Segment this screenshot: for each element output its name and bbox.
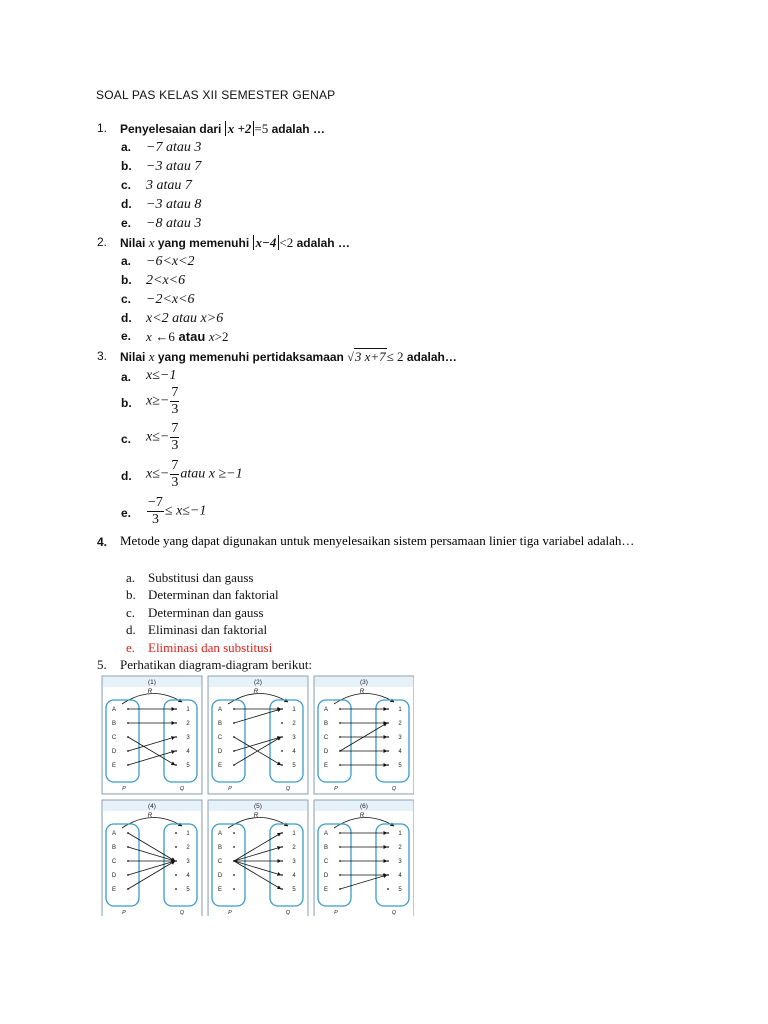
codomain-dot bbox=[175, 722, 177, 724]
codomain-dot bbox=[281, 846, 283, 848]
relation-label: R bbox=[147, 812, 153, 819]
codomain-dot bbox=[175, 888, 177, 890]
codomain-dot bbox=[387, 708, 389, 710]
codomain-dot bbox=[281, 874, 283, 876]
option-label: d. bbox=[121, 469, 132, 483]
option-value: −3 atau 7 bbox=[146, 159, 202, 174]
domain-element: C bbox=[111, 859, 117, 865]
option-label: e. bbox=[121, 329, 132, 343]
codomain-element: 5 bbox=[186, 763, 190, 769]
option-value: $\frac{-7}{3}$ ≤ x≤−1 bbox=[148, 495, 207, 527]
codomain-dot bbox=[175, 860, 177, 862]
codomain-dot bbox=[175, 736, 177, 738]
codomain-dot bbox=[387, 736, 389, 738]
codomain-element: 1 bbox=[292, 831, 296, 837]
option-label: e. bbox=[126, 640, 136, 655]
codomain-element: 2 bbox=[292, 845, 296, 851]
option-value: x≤−1 bbox=[146, 368, 177, 383]
relation-label: R bbox=[147, 688, 153, 695]
domain-element: A bbox=[217, 831, 223, 837]
domain-element: E bbox=[217, 763, 223, 769]
domain-element: B bbox=[323, 721, 329, 727]
domain-element: A bbox=[217, 707, 223, 713]
codomain-dot bbox=[281, 708, 283, 710]
relation-label: R bbox=[253, 688, 259, 695]
codomain-element: 2 bbox=[398, 845, 402, 851]
relation-label: R bbox=[359, 812, 365, 819]
codomain-dot bbox=[387, 722, 389, 724]
question-4-stem: Metode yang dapat digunakan untuk menyelesaikan sistem persamaan linier tiga variabel adalah… bbox=[120, 533, 635, 548]
codomain-dot bbox=[281, 722, 283, 724]
question-number: 1. bbox=[97, 121, 108, 135]
codomain-element: 4 bbox=[292, 749, 296, 755]
set-p-label: P bbox=[334, 786, 338, 792]
diagram-6 bbox=[314, 800, 414, 916]
set-q-label: Q bbox=[285, 786, 291, 792]
domain-dot bbox=[233, 888, 235, 890]
codomain-dot bbox=[281, 736, 283, 738]
codomain-element: 3 bbox=[186, 735, 190, 741]
codomain-dot bbox=[387, 750, 389, 752]
set-q-label: Q bbox=[391, 786, 397, 792]
option-label: b. bbox=[121, 273, 132, 287]
option-label: b. bbox=[126, 587, 136, 602]
codomain-element: 3 bbox=[292, 735, 296, 741]
set-p-label: P bbox=[334, 910, 338, 916]
codomain-element: 1 bbox=[398, 831, 402, 837]
codomain-element: 4 bbox=[398, 873, 402, 879]
question-number: 2. bbox=[97, 235, 108, 249]
set-p-label: P bbox=[228, 786, 232, 792]
domain-element: B bbox=[217, 721, 223, 727]
codomain-element: 5 bbox=[398, 763, 402, 769]
codomain-element: 4 bbox=[398, 749, 402, 755]
codomain-element: 1 bbox=[398, 707, 402, 713]
codomain-element: 2 bbox=[398, 721, 402, 727]
domain-element: D bbox=[111, 749, 117, 755]
domain-dot bbox=[233, 874, 235, 876]
option-label: a. bbox=[121, 254, 132, 268]
codomain-dot bbox=[281, 832, 283, 834]
option-label: a. bbox=[126, 570, 136, 585]
codomain-dot bbox=[387, 888, 389, 890]
set-p-label: P bbox=[122, 910, 126, 916]
question-2-stem: Nilai x yang memenuhi x−4 <2 adalah … bbox=[120, 235, 350, 250]
codomain-dot bbox=[175, 708, 177, 710]
question-number: 5. bbox=[97, 657, 107, 672]
codomain-dot bbox=[175, 874, 177, 876]
domain-element: B bbox=[323, 845, 329, 851]
domain-element: C bbox=[217, 859, 223, 865]
option-label: d. bbox=[126, 622, 136, 637]
diagram-1 bbox=[102, 676, 202, 794]
option-value: Determinan dan faktorial bbox=[148, 587, 279, 602]
diagram-label: (6) bbox=[360, 803, 368, 810]
option-value: −2<x<6 bbox=[146, 292, 195, 307]
codomain-element: 5 bbox=[398, 887, 402, 893]
codomain-element: 3 bbox=[398, 735, 402, 741]
codomain-element: 4 bbox=[292, 873, 296, 879]
codomain-element: 4 bbox=[186, 873, 190, 879]
option-value: 3 atau 7 bbox=[146, 178, 192, 193]
codomain-dot bbox=[175, 750, 177, 752]
option-value: −6<x<2 bbox=[146, 254, 195, 269]
option-value: −3 atau 8 bbox=[146, 197, 202, 212]
codomain-element: 5 bbox=[292, 887, 296, 893]
codomain-element: 1 bbox=[186, 707, 190, 713]
codomain-dot bbox=[387, 874, 389, 876]
codomain-element: 5 bbox=[186, 887, 190, 893]
option-value: 2<x<6 bbox=[146, 273, 186, 288]
codomain-element: 3 bbox=[292, 859, 296, 865]
diagram-4 bbox=[102, 800, 202, 916]
domain-element: C bbox=[323, 735, 329, 741]
codomain-dot bbox=[387, 860, 389, 862]
domain-element: C bbox=[323, 859, 329, 865]
domain-element: D bbox=[217, 873, 223, 879]
domain-element: B bbox=[111, 721, 117, 727]
codomain-element: 1 bbox=[292, 707, 296, 713]
option-value: x≥− $\frac{7}{3}$ bbox=[146, 385, 179, 417]
domain-element: E bbox=[323, 887, 329, 893]
codomain-element: 3 bbox=[398, 859, 402, 865]
question-3-stem: Nilai x yang memenuhi pertidaksamaan √3 x+7≤ 2 adalah… bbox=[120, 349, 457, 364]
domain-element: E bbox=[111, 763, 117, 769]
codomain-element: 2 bbox=[186, 721, 190, 727]
set-p-label: P bbox=[228, 910, 232, 916]
codomain-dot bbox=[387, 764, 389, 766]
domain-element: E bbox=[217, 887, 223, 893]
domain-element: E bbox=[111, 887, 117, 893]
diagram-5 bbox=[208, 800, 308, 916]
codomain-dot bbox=[281, 860, 283, 862]
domain-dot bbox=[233, 832, 235, 834]
question-number: 3. bbox=[97, 349, 108, 363]
codomain-dot bbox=[281, 750, 283, 752]
diagram-label: (4) bbox=[148, 803, 156, 810]
domain-element: A bbox=[111, 707, 117, 713]
domain-element: B bbox=[111, 845, 117, 851]
page-title: SOAL PAS KELAS XII SEMESTER GENAP bbox=[96, 88, 336, 102]
diagram-label: (5) bbox=[254, 803, 262, 810]
option-label: c. bbox=[121, 432, 132, 446]
option-label: b. bbox=[121, 159, 132, 173]
domain-element: B bbox=[217, 845, 223, 851]
codomain-element: 3 bbox=[186, 859, 190, 865]
codomain-dot bbox=[387, 832, 389, 834]
diagram-3 bbox=[314, 676, 414, 794]
domain-element: E bbox=[323, 763, 329, 769]
option-label: a. bbox=[121, 140, 132, 154]
option-value: x≤− $\frac{7}{3}$ atau x ≥−1 bbox=[146, 458, 243, 490]
option-label: d. bbox=[121, 311, 132, 325]
codomain-element: 4 bbox=[186, 749, 190, 755]
diagram-label: (1) bbox=[148, 679, 156, 686]
set-p-label: P bbox=[122, 786, 126, 792]
option-label: c. bbox=[121, 178, 132, 192]
domain-element: D bbox=[323, 749, 329, 755]
relation-label: R bbox=[359, 688, 365, 695]
codomain-element: 2 bbox=[186, 845, 190, 851]
domain-element: D bbox=[323, 873, 329, 879]
relation-diagrams bbox=[100, 674, 414, 916]
set-q-label: Q bbox=[391, 910, 397, 916]
option-value: Eliminasi dan substitusi bbox=[148, 640, 273, 655]
domain-element: A bbox=[323, 831, 329, 837]
option-label: e. bbox=[121, 506, 132, 520]
option-value: x<2 atau x>6 bbox=[146, 311, 224, 326]
set-q-label: Q bbox=[179, 910, 185, 916]
codomain-dot bbox=[175, 846, 177, 848]
option-value: −7 atau 3 bbox=[146, 140, 202, 155]
domain-element: A bbox=[323, 707, 329, 713]
question-5-stem: Perhatikan diagram-diagram berikut: bbox=[120, 657, 313, 672]
option-value: Eliminasi dan faktorial bbox=[148, 622, 268, 637]
option-label: c. bbox=[126, 605, 136, 620]
codomain-element: 2 bbox=[292, 721, 296, 727]
set-q-label: Q bbox=[179, 786, 185, 792]
codomain-element: 5 bbox=[292, 763, 296, 769]
diagram-label: (3) bbox=[360, 679, 368, 686]
option-value: x ←6 atau x>2 bbox=[146, 329, 229, 344]
diagram-label: (2) bbox=[254, 679, 262, 686]
option-label: b. bbox=[121, 396, 132, 410]
option-value: x≤− $\frac{7}{3}$ bbox=[146, 421, 179, 453]
codomain-element: 1 bbox=[186, 831, 190, 837]
codomain-dot bbox=[281, 888, 283, 890]
codomain-dot bbox=[281, 764, 283, 766]
option-value: Determinan dan gauss bbox=[148, 605, 264, 620]
option-label: d. bbox=[121, 197, 132, 211]
option-label: a. bbox=[121, 370, 132, 384]
option-value: Substitusi dan gauss bbox=[148, 570, 254, 585]
domain-element: A bbox=[111, 831, 117, 837]
set-q-label: Q bbox=[285, 910, 291, 916]
relation-label: R bbox=[253, 812, 259, 819]
domain-element: C bbox=[111, 735, 117, 741]
codomain-dot bbox=[175, 764, 177, 766]
domain-dot bbox=[233, 846, 235, 848]
domain-element: D bbox=[111, 873, 117, 879]
option-label: e. bbox=[121, 216, 132, 230]
diagram-2 bbox=[208, 676, 308, 794]
option-label: c. bbox=[121, 292, 132, 306]
domain-element: C bbox=[217, 735, 223, 741]
codomain-dot bbox=[175, 832, 177, 834]
question-1-stem: Penyelesaian dari x +2 =5 adalah … bbox=[120, 121, 325, 136]
option-value: −8 atau 3 bbox=[146, 216, 202, 231]
codomain-dot bbox=[387, 846, 389, 848]
domain-element: D bbox=[217, 749, 223, 755]
